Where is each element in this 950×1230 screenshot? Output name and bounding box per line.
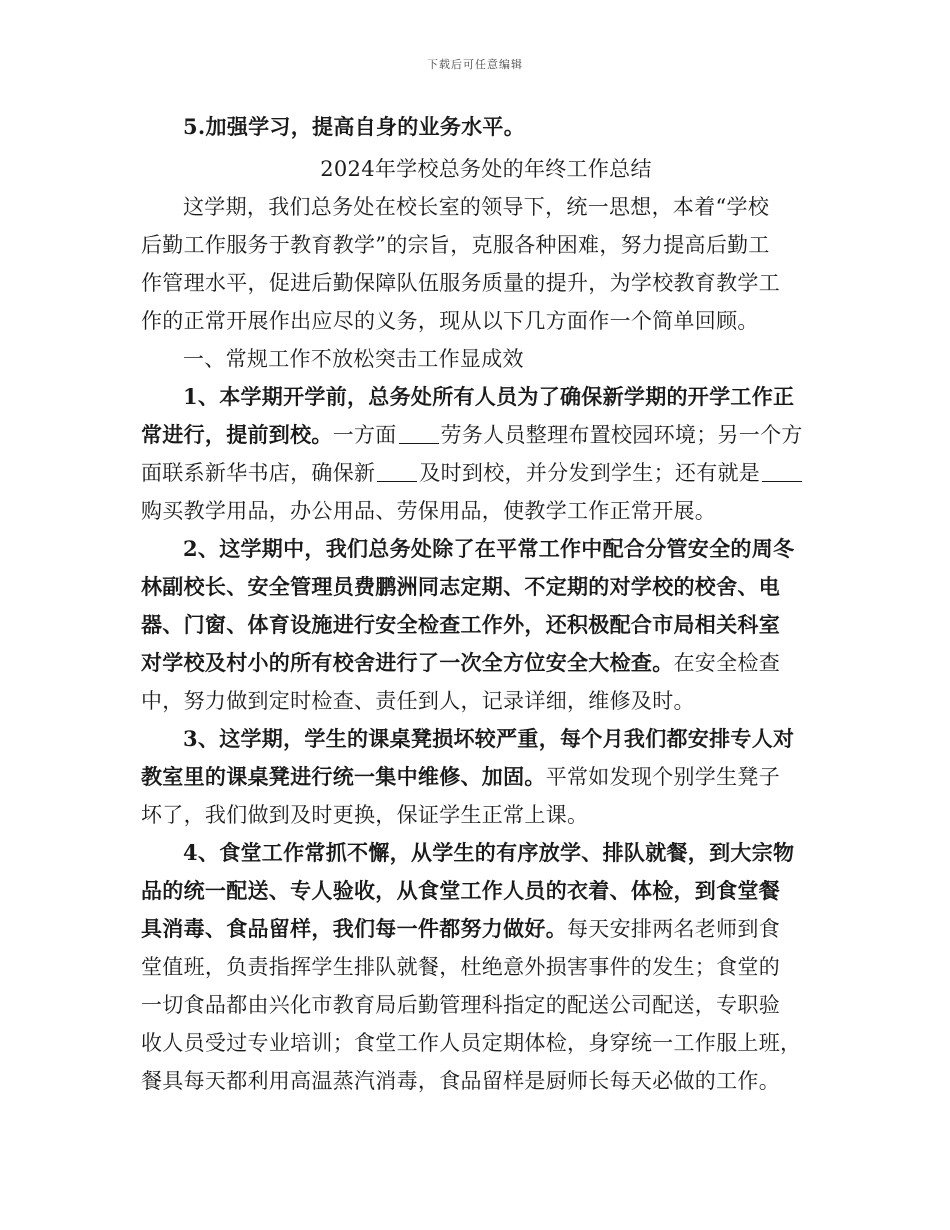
paragraph-line: 堂值班，负责指挥学生排队就餐，杜绝意外损害事件的发生；食堂的 [141,955,780,979]
fill-in-blank [762,460,802,482]
document-body [141,108,831,1100]
bold-text: 常进行，提前到校。 [141,422,333,447]
paragraph-line: 品的统一配送、专人验收，从食堂工作人员的衣着、体检，到食堂餐 [141,878,780,903]
bold-text: 教室里的课桌凳进行统一集中维修、加固。 [141,764,546,789]
paragraph-1 [141,378,831,530]
text: 在安全检查 [673,651,780,675]
paragraph-line: 这学期，我们总务处在校长室的领导下，统一思想，本着“学校 [183,195,770,219]
text: 一方面 [332,423,397,447]
paragraph-line: 餐具每天都利用高温蒸汽消毒，食品留样是厨师长每天必做的工作。 [141,1069,780,1093]
fill-in-blank [377,460,417,482]
paragraph-line: 中，努力做到定时检查、责任到人，记录详细，维修及时。 [141,689,695,713]
paragraph-line: 作管理水平，促进后勤保障队伍服务质量的提升，为学校教育教学工 [141,271,780,295]
paragraph-line: 一切食品都由兴化市教育局后勤管理科指定的配送公司配送，专职验 [141,993,780,1017]
paragraph-line: 收人员受过专业培训；食堂工作人员定期体检，身穿统一工作服上班， [141,1031,802,1055]
text: 及时到校，并分发到学生；还有就是 [419,461,761,485]
paragraph-4 [141,834,831,1100]
paragraph-line: 2、这学期中，我们总务处除了在平常工作中配合分管安全的周冬 [183,536,795,561]
text: 平常如发现个别学生凳子 [545,765,781,789]
paragraph-3 [141,720,831,834]
paragraph-line: 1、本学期开学前，总务处所有人员为了确保新学期的开学工作正 [183,384,795,409]
bold-text: 对学校及村小的所有校舍进行了一次全方位安全大检查。 [141,650,674,675]
paragraph-line [141,910,831,948]
bold-text: 具消毒、食品留样，我们每一件都努力做好。 [141,916,567,941]
paragraph-line: 4、食堂工作常抓不懈，从学生的有序放学、排队就餐，到大宗物 [183,840,795,865]
lead-item: 5.加强学习，提高自身的业务水平。 [183,114,526,139]
paragraph-line: 购买教学用品，办公用品、劳保用品，使教学工作正常开展。 [141,499,717,523]
paragraph-line: 作的正常开展作出应尽的义务，现从以下几方面作一个简单回顾。 [141,309,759,333]
paragraph-line: 后勤工作服务于教育教学”的宗旨，克服各种困难，努力提高后勤工 [141,233,770,257]
text: 每天安排两名老师到食 [567,917,780,941]
paragraph-line: 林副校长、安全管理员费鹏洲同志定期、不定期的对学校的校舍、电 [141,574,780,599]
paragraph-line: 器、门窗、体育设施进行安全检查工作外，还积极配合市局相关科室 [141,612,780,637]
section-heading: 一、常规工作不放松突击工作显成效 [183,347,524,371]
paragraph-line [141,758,831,796]
paragraph-line [141,644,831,682]
text: 劳务人员整理布置校园环境；另一个方 [440,423,803,447]
paragraph-line: 3、这学期，学生的课桌凳损坏较严重，每个月我们都安排专人对 [183,726,795,751]
intro-paragraph [141,188,831,340]
page-header-note: 下载后可任意编辑 [427,58,523,71]
paragraph-line: 坏了，我们做到及时更换，保证学生正常上课。 [141,803,589,827]
fill-in-blank [399,422,439,444]
paragraph-line [141,454,831,492]
paragraph-2 [141,530,831,720]
document-title: 2024年学校总务处的年终工作总结 [320,157,652,181]
paragraph-line [141,416,831,454]
text: 面联系新华书店，确保新 [141,461,376,485]
